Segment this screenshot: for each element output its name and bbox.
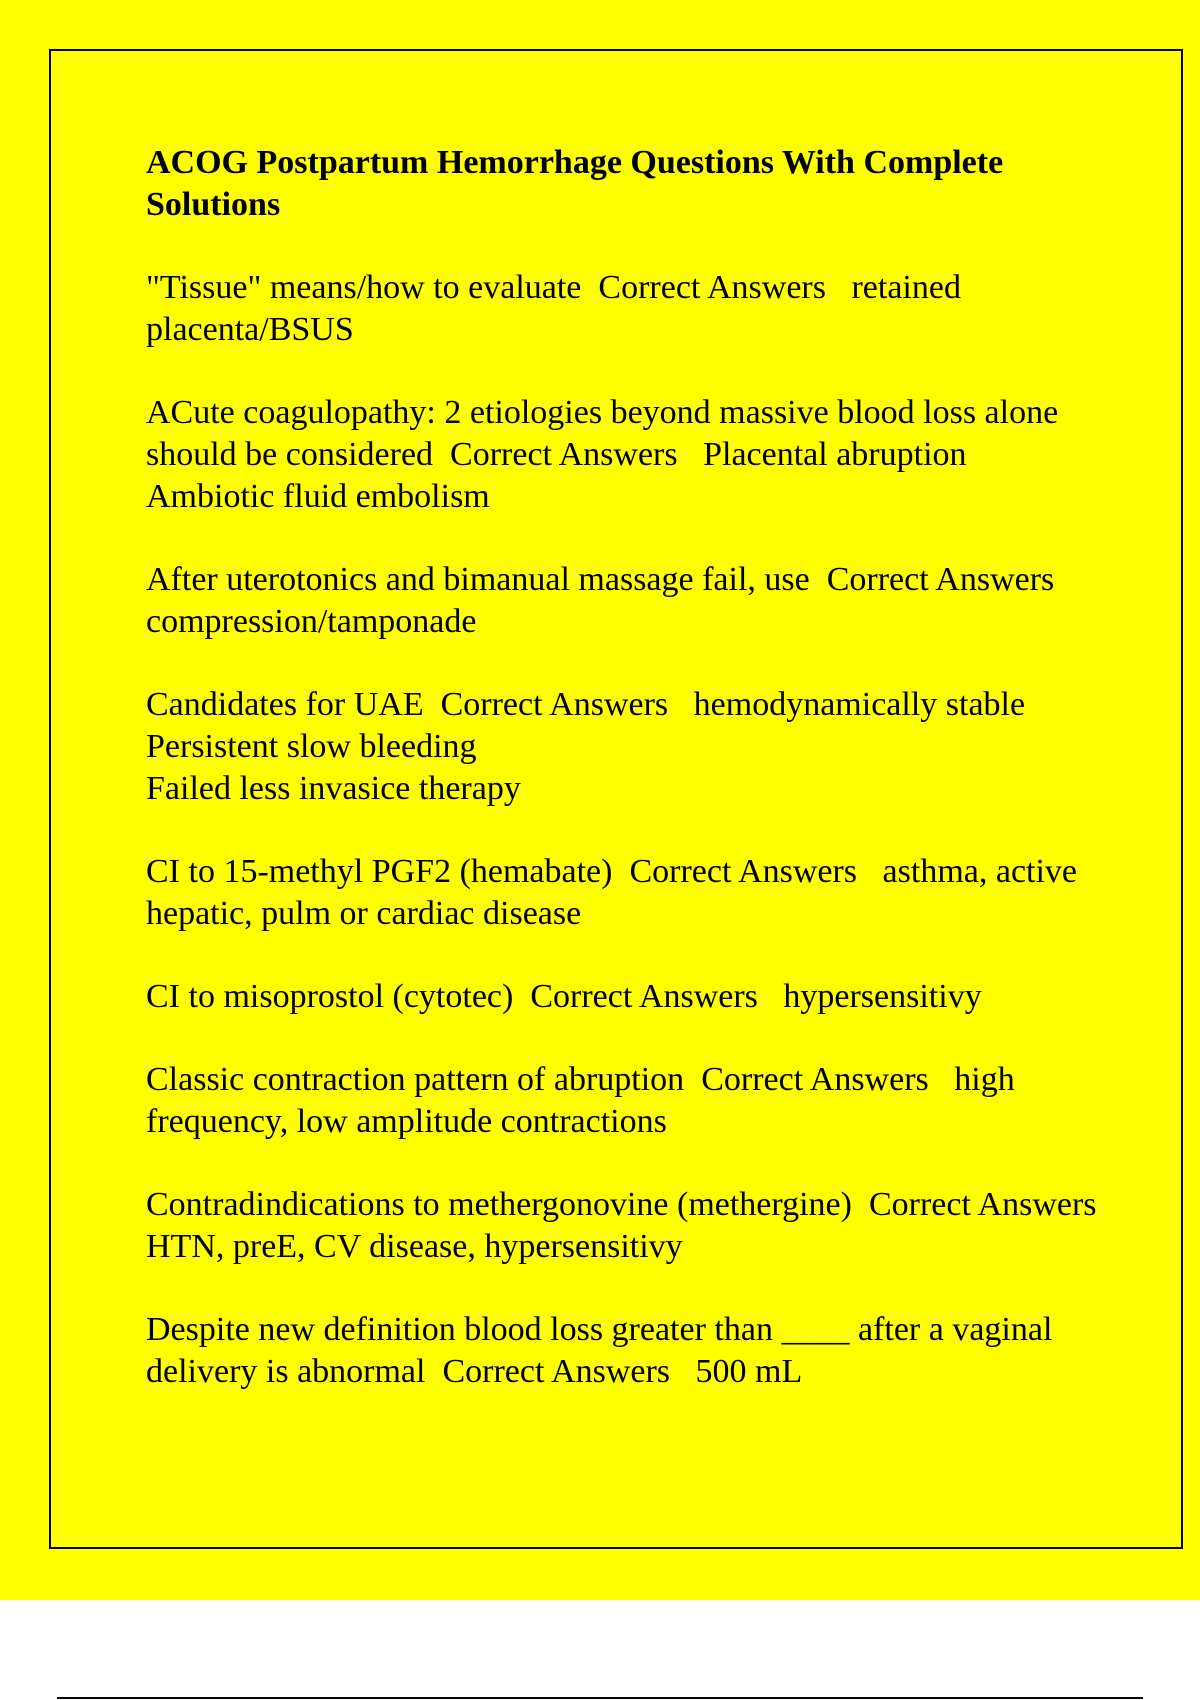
qa-question: CI to misoprostol (cytotec) [146, 978, 514, 1015]
qa-answer: asthma, active hepatic, pulm or cardiac disease [146, 853, 1086, 932]
qa-item [146, 1059, 1106, 1143]
qa-question-line [146, 1184, 1106, 1268]
qa-question: "Tissue" means/how to evaluate [146, 269, 582, 306]
qa-answer-line: Failed less invasice therapy [146, 770, 521, 807]
qa-question: Contradindications to methergonovine (methergine) [146, 1186, 852, 1223]
qa-question-line [146, 559, 1106, 643]
qa-question-line [146, 851, 1106, 935]
qa-question-line [146, 392, 1106, 476]
qa-answer-line: Persistent slow bleeding [146, 728, 477, 765]
qa-item [146, 1309, 1106, 1393]
document-content [146, 142, 1106, 1434]
qa-question: Despite new definition blood loss greater than ____ after a vaginal delivery is abnormal [146, 1311, 1061, 1390]
qa-answer: retained placenta/BSUS [146, 269, 970, 348]
qa-item [146, 684, 1106, 810]
qa-question: CI to 15-methyl PGF2 (hemabate) [146, 853, 613, 890]
qa-item [146, 851, 1106, 935]
qa-question-line [146, 1309, 1106, 1393]
qa-answer: high frequency, low amplitude contractions [146, 1061, 1024, 1140]
qa-question-line [146, 976, 1106, 1018]
qa-answer: 500 mL [695, 1353, 803, 1390]
correct-answers-label: Correct Answers [450, 436, 678, 473]
correct-answers-label: Correct Answers [530, 978, 758, 1015]
qa-item [146, 976, 1106, 1018]
qa-item [146, 1184, 1106, 1268]
correct-answers-label: Correct Answers [442, 1353, 671, 1390]
qa-question-line [146, 684, 1106, 726]
qa-item [146, 559, 1106, 643]
qa-question-line [146, 1059, 1106, 1143]
correct-answers-label: Correct Answers [440, 686, 669, 723]
document-title: ACOG Postpartum Hemorrhage Questions With Complete Solutions [146, 144, 1004, 223]
qa-question: ACute coagulopathy: 2 etiologies beyond massive blood loss alone should be considered [146, 394, 1067, 473]
correct-answers-label: Correct Answers [826, 561, 1055, 598]
qa-answer: hemodynamically stable [693, 686, 1026, 723]
qa-answer: hypersensitivy [783, 978, 982, 1015]
correct-answers-label: Correct Answers [701, 1061, 929, 1098]
correct-answers-label: Correct Answers [598, 269, 826, 306]
qa-list [146, 267, 1106, 1393]
qa-question: After uterotonics and bimanual massage fail, use [146, 561, 810, 598]
qa-answer: Placental abruption [703, 436, 967, 473]
footer-divider [57, 1697, 1143, 1699]
qa-question: Classic contraction pattern of abruption [146, 1061, 685, 1098]
correct-answers-label: Correct Answers [629, 853, 858, 890]
qa-question: Candidates for UAE [146, 686, 424, 723]
correct-answers-label: Correct Answers [868, 1186, 1097, 1223]
qa-item [146, 267, 1106, 351]
qa-answer: compression/tamponade [146, 603, 477, 640]
qa-question-line [146, 267, 1106, 351]
qa-item [146, 392, 1106, 518]
qa-answer: HTN, preE, CV disease, hypersensitivy [146, 1228, 683, 1265]
qa-answer-line: Ambiotic fluid embolism [146, 478, 490, 515]
